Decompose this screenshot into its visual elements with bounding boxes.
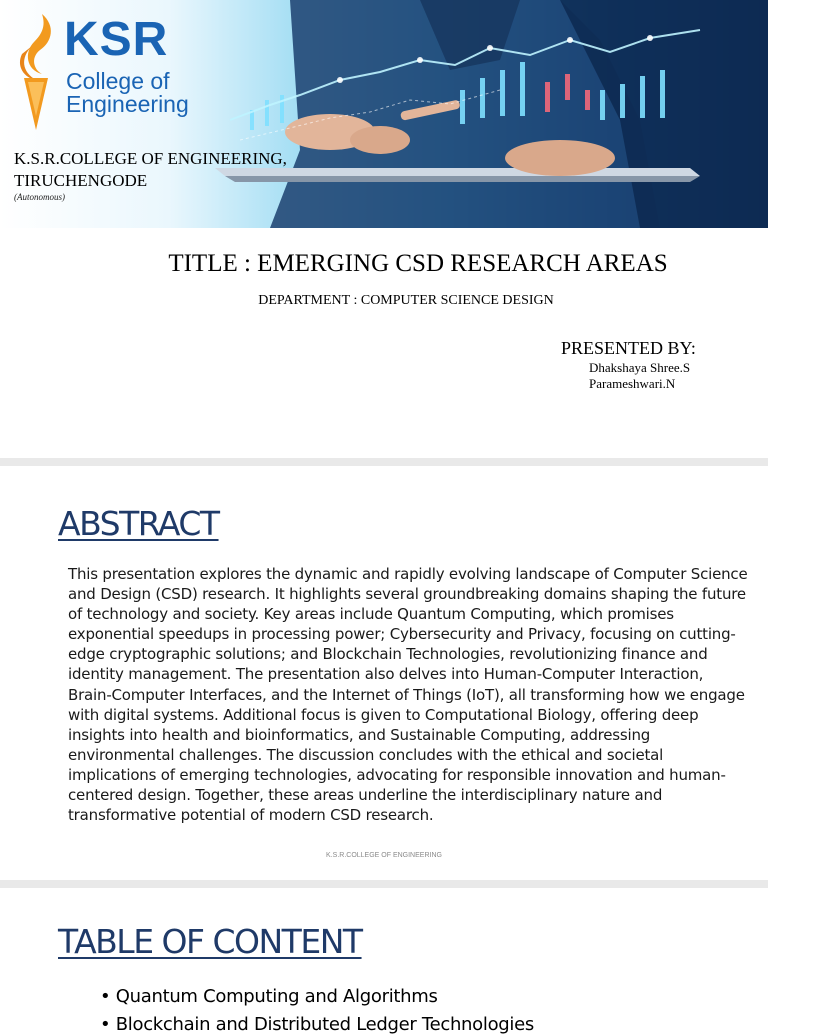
toc-item bbox=[100, 986, 438, 1007]
bullet-icon: • bbox=[100, 1014, 116, 1035]
abstract-body: This presentation explores the dynamic and rapidly evolving landscape of Computer Science and Design (CSD) research. It highlights several groundbreaking domains shaping the future of technology and society. Key areas include Quantum Computing, which promises exponential speedups in processing power; Cybersecurity and Privacy, focusing on cutting-edge cryptographic solutions; and Blockchain Technologies, revolutionizing finance and identity management. The presentation also delves into Human-Computer Interaction, Brain-Computer Interfaces, and the Internet of Things (IoT), all transforming how we engage with digital systems. Additional focus is given to Computational Biology, offering deep insights into health and bioinformatics, and Sustainable Computing, addressing environmental challenges. The discussion concludes with the ethical and societal implications of emerging technologies, advocating for responsible innovation and human-centered design. Together, these areas underline the interdisciplinary nature and transformative potential of modern CSD research. bbox=[68, 565, 748, 825]
header-banner bbox=[0, 0, 768, 228]
abstract-slide bbox=[0, 466, 768, 880]
slide-footer: K.S.R.COLLEGE OF ENGINEERING bbox=[326, 852, 442, 859]
abstract-heading: ABSTRACT bbox=[58, 504, 219, 543]
logo-ksr-text: KSR bbox=[64, 13, 169, 66]
toc-item bbox=[100, 1014, 534, 1035]
logo-subtitle-line2: Engineering bbox=[66, 91, 189, 117]
college-name-line2: TIRUCHENGODE bbox=[14, 171, 148, 190]
logo-subtitle-line1: College of bbox=[66, 68, 170, 94]
bullet-icon: • bbox=[100, 986, 116, 1007]
autonomous-label: (Autonomous) bbox=[14, 192, 65, 202]
toc-item-label: Quantum Computing and Algorithms bbox=[115, 986, 438, 1007]
toc-heading: TABLE OF CONTENT bbox=[58, 922, 362, 961]
presentation-title: TITLE : EMERGING CSD RESEARCH AREAS bbox=[168, 250, 668, 277]
toc-item-label: Blockchain and Distributed Ledger Technologies bbox=[115, 1014, 534, 1035]
presented-by-label: PRESENTED BY: bbox=[561, 338, 696, 358]
logo-subtitle bbox=[66, 70, 189, 116]
college-name bbox=[14, 148, 334, 192]
presenter-name: Parameshwari.N bbox=[589, 376, 676, 391]
flame-icon bbox=[12, 12, 64, 132]
slide-divider bbox=[0, 458, 768, 466]
college-name-line1: K.S.R.COLLEGE OF ENGINEERING, bbox=[14, 149, 287, 168]
title-slide bbox=[0, 0, 768, 458]
slide-divider bbox=[0, 880, 768, 888]
table-of-content-slide bbox=[0, 888, 768, 1035]
college-logo bbox=[12, 12, 202, 132]
department-label: DEPARTMENT : COMPUTER SCIENCE DESIGN bbox=[258, 293, 554, 308]
presenter-name: Dhakshaya Shree.S bbox=[589, 360, 691, 375]
